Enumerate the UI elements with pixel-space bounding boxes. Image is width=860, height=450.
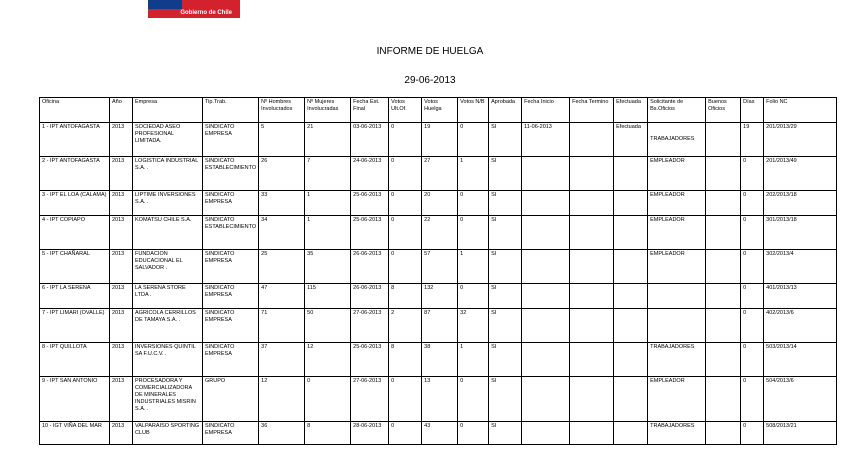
cell-anio: 2013 — [110, 284, 133, 309]
cell-fecha-est-final: 26-06-2013 — [351, 284, 389, 309]
cell-folio-nc: 302/2013/4 — [764, 250, 837, 284]
cell-hombres: 37 — [259, 343, 305, 377]
cell-empresa: SOCIEDAD ASEO PROFESIONAL LIMITADA. — [133, 123, 203, 157]
cell-votos-ult-of: 8 — [389, 284, 422, 309]
cell-votos-nb: 1 — [458, 343, 489, 377]
header-empresa: Empresa — [133, 98, 203, 123]
cell-hombres: 47 — [259, 284, 305, 309]
cell-aprobada: SI — [489, 309, 522, 343]
cell-fecha-termino — [570, 309, 614, 343]
header-solicitante: Solicitante de Bs.Oficios — [648, 98, 706, 123]
cell-anio: 2013 — [110, 377, 133, 422]
cell-solicitante: TRABAJADORES — [648, 422, 706, 445]
cell-dias: 0 — [741, 157, 764, 191]
cell-mujeres: 7 — [305, 157, 351, 191]
cell-votos-ult-of: 8 — [389, 343, 422, 377]
cell-fecha-inicio — [522, 250, 570, 284]
table-body — [40, 123, 837, 445]
cell-fecha-inicio — [522, 422, 570, 445]
cell-fecha-termino — [570, 157, 614, 191]
cell-anio: 2013 — [110, 250, 133, 284]
cell-folio-nc: 401/2013/13 — [764, 284, 837, 309]
cell-fecha-termino — [570, 191, 614, 216]
cell-aprobada: SI — [489, 250, 522, 284]
cell-fecha-inicio — [522, 191, 570, 216]
cell-tip-trab: SINDICATO EMPRESA — [203, 284, 259, 309]
gobierno-logo — [148, 0, 240, 18]
cell-aprobada: SI — [489, 157, 522, 191]
header-oficina: Oficina — [40, 98, 110, 123]
cell-fecha-inicio — [522, 309, 570, 343]
cell-oficina: 8 - IPT QUILLOTA — [40, 343, 110, 377]
cell-hombres: 12 — [259, 377, 305, 422]
cell-votos-ult-of: 2 — [389, 309, 422, 343]
cell-hombres: 26 — [259, 157, 305, 191]
cell-empresa: LOGISTICA INDUSTRIAL S.A. . — [133, 157, 203, 191]
cell-aprobada: SI — [489, 343, 522, 377]
cell-hombres: 5 — [259, 123, 305, 157]
cell-folio-nc: 504/2013/6 — [764, 377, 837, 422]
cell-dias: 0 — [741, 343, 764, 377]
cell-fecha-termino — [570, 422, 614, 445]
cell-efectuada: Efectuada — [614, 123, 648, 157]
cell-empresa: INVERSIONES QUINTIL SA F.U.C.V. . — [133, 343, 203, 377]
cell-fecha-est-final: 25-06-2013 — [351, 343, 389, 377]
cell-tip-trab: SINDICATO EMPRESA — [203, 123, 259, 157]
cell-folio-nc: 508/2013/21 — [764, 422, 837, 445]
cell-oficina: 7 - IPT LIMARI (OVALLE) — [40, 309, 110, 343]
cell-mujeres: 21 — [305, 123, 351, 157]
logo-text: Gobierno de Chile — [148, 9, 240, 18]
table-row — [40, 309, 837, 343]
table-row — [40, 123, 837, 157]
cell-efectuada — [614, 377, 648, 422]
cell-oficina: 3 - IPT EL LOA (CALAMA) — [40, 191, 110, 216]
cell-solicitante: EMPLEADOR — [648, 216, 706, 250]
cell-fecha-est-final: 27-06-2013 — [351, 377, 389, 422]
cell-votos-ult-of: 0 — [389, 191, 422, 216]
cell-anio: 2013 — [110, 191, 133, 216]
cell-fecha-termino — [570, 377, 614, 422]
cell-fecha-termino — [570, 343, 614, 377]
cell-aprobada: SI — [489, 284, 522, 309]
cell-fecha-est-final: 26-06-2013 — [351, 250, 389, 284]
table-row — [40, 343, 837, 377]
cell-mujeres: 12 — [305, 343, 351, 377]
header-dias: Días — [741, 98, 764, 123]
header-efectuada: Efectuada — [614, 98, 648, 123]
cell-folio-nc: 402/2013/6 — [764, 309, 837, 343]
table-row — [40, 191, 837, 216]
cell-solicitante: EMPLEADOR — [648, 377, 706, 422]
cell-buenos-oficios — [706, 377, 741, 422]
table-header-row — [40, 98, 837, 123]
cell-oficina: 1 - IPT ANTOFAGASTA — [40, 123, 110, 157]
cell-efectuada — [614, 216, 648, 250]
cell-empresa: VALPARAISO SPORTING CLUB — [133, 422, 203, 445]
cell-anio: 2013 — [110, 422, 133, 445]
header-votos-ult-of: Votos Ult.Of. — [389, 98, 422, 123]
header-fecha-est-final: Fecha Est. Final — [351, 98, 389, 123]
cell-solicitante: TRABAJADORES — [648, 123, 706, 157]
cell-efectuada — [614, 191, 648, 216]
cell-fecha-inicio — [522, 157, 570, 191]
cell-tip-trab: SINDICATO EMPRESA — [203, 422, 259, 445]
header-anio: Año — [110, 98, 133, 123]
cell-efectuada — [614, 422, 648, 445]
cell-votos-huelga: 38 — [422, 343, 458, 377]
cell-dias: 19 — [741, 123, 764, 157]
cell-dias: 0 — [741, 309, 764, 343]
cell-fecha-est-final: 25-06-2013 — [351, 216, 389, 250]
cell-folio-nc: 301/2013/18 — [764, 216, 837, 250]
cell-dias: 0 — [741, 216, 764, 250]
cell-oficina: 5 - IPT CHAÑARAL — [40, 250, 110, 284]
cell-votos-nb: 32 — [458, 309, 489, 343]
cell-empresa: LA SERENA STORE LTDA . — [133, 284, 203, 309]
cell-votos-huelga: 22 — [422, 216, 458, 250]
cell-folio-nc: 503/2013/14 — [764, 343, 837, 377]
cell-fecha-inicio: 11-06-2013 — [522, 123, 570, 157]
cell-votos-ult-of: 0 — [389, 250, 422, 284]
cell-dias: 0 — [741, 284, 764, 309]
cell-mujeres: 35 — [305, 250, 351, 284]
cell-votos-huelga: 132 — [422, 284, 458, 309]
header-aprobada: Aprobada — [489, 98, 522, 123]
cell-dias: 0 — [741, 191, 764, 216]
cell-hombres: 34 — [259, 216, 305, 250]
header-votos-nb: Votos N/B — [458, 98, 489, 123]
cell-efectuada — [614, 343, 648, 377]
cell-votos-huelga: 13 — [422, 377, 458, 422]
cell-votos-huelga: 87 — [422, 309, 458, 343]
cell-oficina: 2 - IPT ANTOFAGASTA — [40, 157, 110, 191]
cell-votos-nb: 0 — [458, 123, 489, 157]
table-row — [40, 157, 837, 191]
cell-buenos-oficios — [706, 250, 741, 284]
strike-report-table — [39, 97, 837, 445]
cell-efectuada — [614, 284, 648, 309]
cell-buenos-oficios — [706, 191, 741, 216]
cell-solicitante — [648, 309, 706, 343]
cell-votos-ult-of: 0 — [389, 157, 422, 191]
cell-fecha-est-final: 25-06-2013 — [351, 191, 389, 216]
cell-anio: 2013 — [110, 343, 133, 377]
cell-votos-huelga: 57 — [422, 250, 458, 284]
cell-buenos-oficios — [706, 284, 741, 309]
table-row — [40, 422, 837, 445]
cell-fecha-termino — [570, 284, 614, 309]
cell-anio: 2013 — [110, 123, 133, 157]
cell-votos-nb: 1 — [458, 157, 489, 191]
header-fecha-termino: Fecha Termino — [570, 98, 614, 123]
cell-oficina: 4 - IPT COPIAPO — [40, 216, 110, 250]
cell-aprobada: SI — [489, 422, 522, 445]
cell-votos-nb: 0 — [458, 284, 489, 309]
header-mujeres: Nº Mujeres Involucradas — [305, 98, 351, 123]
cell-votos-ult-of: 0 — [389, 422, 422, 445]
cell-votos-nb: 0 — [458, 377, 489, 422]
table-row — [40, 284, 837, 309]
cell-folio-nc: 201/2013/29 — [764, 123, 837, 157]
cell-votos-nb: 0 — [458, 216, 489, 250]
cell-mujeres: 115 — [305, 284, 351, 309]
cell-oficina: 6 - IPT LA SERENA — [40, 284, 110, 309]
cell-votos-huelga: 43 — [422, 422, 458, 445]
cell-tip-trab: SINDICATO ESTABLECIMIENTO — [203, 216, 259, 250]
cell-fecha-inicio — [522, 377, 570, 422]
cell-anio: 2013 — [110, 309, 133, 343]
cell-fecha-inicio — [522, 216, 570, 250]
cell-efectuada — [614, 157, 648, 191]
cell-anio: 2013 — [110, 157, 133, 191]
cell-fecha-inicio — [522, 284, 570, 309]
cell-votos-huelga: 19 — [422, 123, 458, 157]
cell-buenos-oficios — [706, 157, 741, 191]
cell-folio-nc: 201/2013/49 — [764, 157, 837, 191]
cell-tip-trab: SINDICATO EMPRESA — [203, 343, 259, 377]
cell-hombres: 33 — [259, 191, 305, 216]
cell-tip-trab: GRUPO — [203, 377, 259, 422]
cell-empresa: PROCESADORA Y COMERCIALIZADORA DE MINERALES INDUSTRIALES MISRIN S.A. . — [133, 377, 203, 422]
cell-aprobada: SI — [489, 377, 522, 422]
cell-fecha-est-final: 27-06-2013 — [351, 309, 389, 343]
cell-tip-trab: SINDICATO ESTABLECIMIENTO — [203, 157, 259, 191]
header-hombres: Nº Hombres Involucrados — [259, 98, 305, 123]
cell-mujeres: 50 — [305, 309, 351, 343]
cell-hombres: 36 — [259, 422, 305, 445]
cell-fecha-est-final: 28-06-2013 — [351, 422, 389, 445]
cell-aprobada: SI — [489, 191, 522, 216]
table-row — [40, 377, 837, 422]
header-folio-nc: Folio NC — [764, 98, 837, 123]
header-buenos-oficios: Buenos Oficios — [706, 98, 741, 123]
cell-votos-huelga: 20 — [422, 191, 458, 216]
cell-empresa: LIPTIME INVERSIONES S.A. . — [133, 191, 203, 216]
cell-oficina: 10 - IGT VIÑA DEL MAR — [40, 422, 110, 445]
cell-fecha-termino — [570, 123, 614, 157]
cell-empresa: FUNDACION EDUCACIONAL EL SALVADOR . — [133, 250, 203, 284]
cell-votos-nb: 1 — [458, 250, 489, 284]
cell-solicitante: EMPLEADOR — [648, 191, 706, 216]
cell-oficina: 9 - IPT SAN ANTONIO — [40, 377, 110, 422]
cell-hombres: 71 — [259, 309, 305, 343]
cell-anio: 2013 — [110, 216, 133, 250]
cell-mujeres: 0 — [305, 377, 351, 422]
cell-empresa: KOMATSU CHILE S.A. — [133, 216, 203, 250]
cell-hombres: 25 — [259, 250, 305, 284]
cell-aprobada: SI — [489, 123, 522, 157]
cell-empresa: AGRICOLA CERRILLOS DE TAMAYA S.A. . — [133, 309, 203, 343]
cell-votos-nb: 0 — [458, 191, 489, 216]
cell-fecha-inicio — [522, 343, 570, 377]
cell-votos-ult-of: 0 — [389, 216, 422, 250]
cell-mujeres: 1 — [305, 191, 351, 216]
cell-solicitante: EMPLEADOR — [648, 250, 706, 284]
cell-fecha-termino — [570, 250, 614, 284]
cell-votos-huelga: 27 — [422, 157, 458, 191]
header-fecha-inicio: Fecha Inicio — [522, 98, 570, 123]
cell-buenos-oficios — [706, 123, 741, 157]
cell-dias: 0 — [741, 422, 764, 445]
cell-votos-ult-of: 0 — [389, 377, 422, 422]
report-date: 29-06-2013 — [404, 75, 456, 86]
cell-aprobada: SI — [489, 216, 522, 250]
header-votos-huelga: Votos Huelga — [422, 98, 458, 123]
cell-fecha-est-final: 03-06-2013 — [351, 123, 389, 157]
cell-buenos-oficios — [706, 422, 741, 445]
cell-votos-ult-of: 0 — [389, 123, 422, 157]
cell-mujeres: 8 — [305, 422, 351, 445]
header-tip-trab: Tip.Trab. — [203, 98, 259, 123]
report-title: INFORME DE HUELGA — [376, 46, 484, 57]
cell-solicitante — [648, 284, 706, 309]
cell-tip-trab: SINDICATO EMPRESA — [203, 309, 259, 343]
cell-tip-trab: SINDICATO EMPRESA — [203, 250, 259, 284]
cell-dias: 0 — [741, 250, 764, 284]
cell-mujeres: 1 — [305, 216, 351, 250]
cell-buenos-oficios — [706, 343, 741, 377]
cell-tip-trab: SINDICATO EMPRESA — [203, 191, 259, 216]
cell-efectuada — [614, 309, 648, 343]
cell-solicitante: EMPLEADOR — [648, 157, 706, 191]
table-row — [40, 216, 837, 250]
cell-solicitante: TRABAJADORES — [648, 343, 706, 377]
cell-votos-nb: 0 — [458, 422, 489, 445]
cell-buenos-oficios — [706, 309, 741, 343]
table-row — [40, 250, 837, 284]
cell-fecha-termino — [570, 216, 614, 250]
cell-fecha-est-final: 24-06-2013 — [351, 157, 389, 191]
cell-folio-nc: 202/2013/18 — [764, 191, 837, 216]
cell-buenos-oficios — [706, 216, 741, 250]
cell-dias: 0 — [741, 377, 764, 422]
cell-efectuada — [614, 250, 648, 284]
